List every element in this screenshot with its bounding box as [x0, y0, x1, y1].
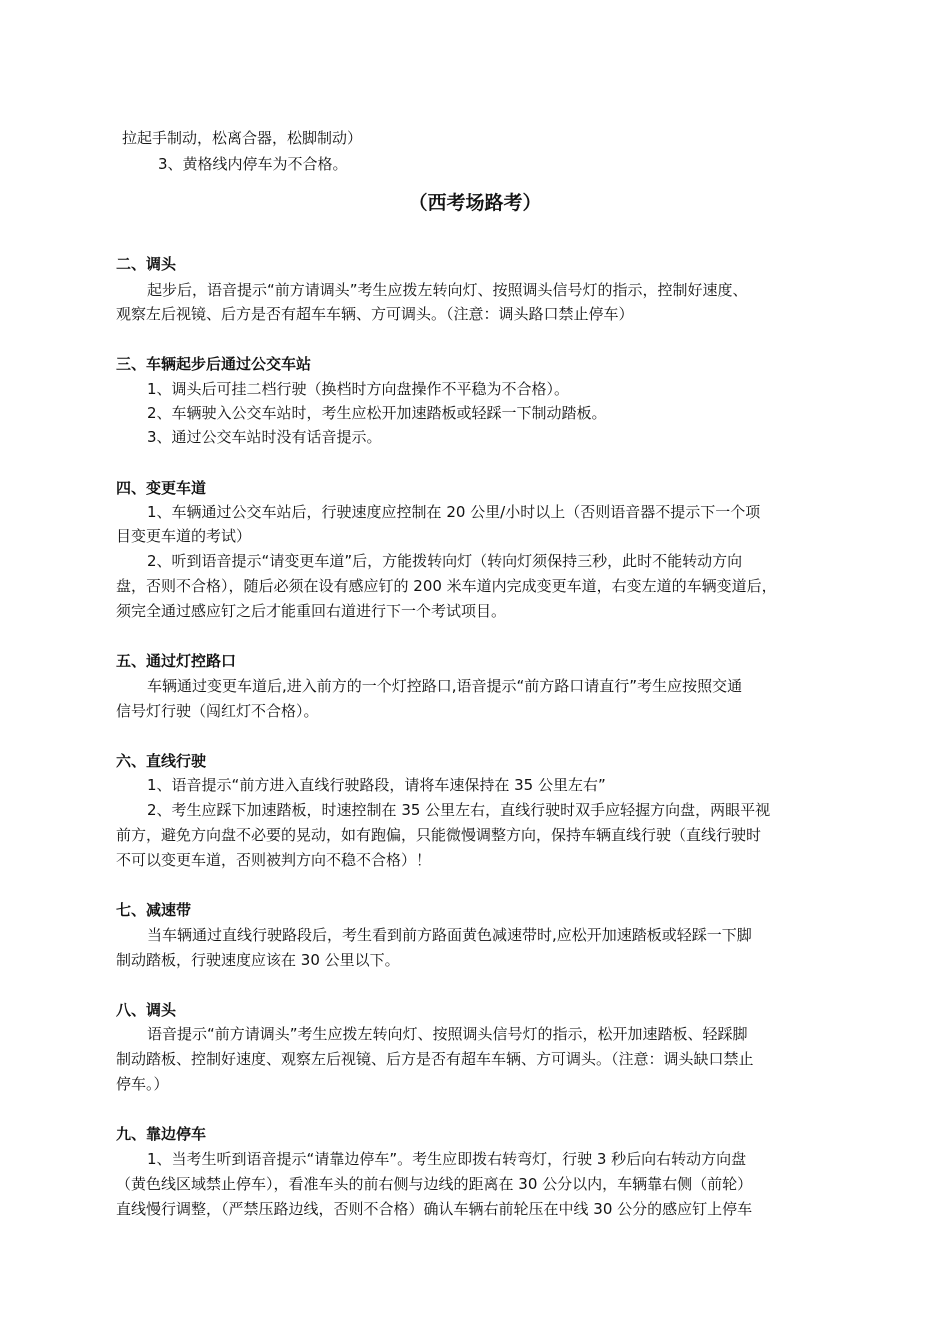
- heading-s7: 七、减速带: [116, 901, 192, 919]
- paragraph-line: 制动踏板，行驶速度应该在 30 公里以下。: [116, 951, 400, 969]
- list-item: 2、考生应踩下加速踏板，时速控制在 35 公里左右，直线行驶时双手应轻握方向盘，两眼平视: [147, 801, 771, 819]
- list-item-cont: 须完全通过感应钉之后才能重回右道进行下一个考试项目。: [116, 602, 507, 620]
- list-item: 3、通过公交车站时没有话音提示。: [147, 428, 382, 446]
- list-item: 1、车辆通过公交车站后，行驶速度应控制在 20 公里/小时以上（否则语音器不提示下一个项: [147, 503, 761, 521]
- list-item-cont: 直线慢行调整，（严禁压路边线，否则不合格）确认车辆右前轮压在中线 30 公分的感应钉上停车: [116, 1200, 753, 1218]
- heading-s9: 九、靠边停车: [116, 1125, 207, 1143]
- paragraph-line: 车辆通过变更车道后,进入前方的一个灯控路口,语音提示“前方路口请直行”考生应按照交通: [147, 677, 743, 695]
- section-title: （西考场路考）: [408, 192, 542, 214]
- heading-s3: 三、车辆起步后通过公交车站: [116, 355, 312, 373]
- heading-s8: 八、调头: [116, 1001, 177, 1019]
- paragraph-line: 停车。）: [116, 1075, 169, 1093]
- continuation-line: 拉起手制动，松离合器，松脚制动）: [122, 129, 363, 147]
- list-item: 2、听到语音提示“请变更车道”后，方能拨转向灯（转向灯须保持三秒，此时不能转动方向: [147, 552, 743, 570]
- heading-s5: 五、通过灯控路口: [116, 652, 237, 670]
- list-item: 2、车辆驶入公交车站时，考生应松开加速踏板或轻踩一下制动踏板。: [147, 404, 607, 422]
- list-item-cont: 目变更车道的考试）: [116, 527, 252, 545]
- list-item-cont: 盘，否则不合格），随后必须在设有感应钉的 200 米车道内完成变更车道，右变左道的车辆变道后，: [116, 577, 777, 595]
- paragraph-line: 观察左后视镜、后方是否有超车车辆、方可调头。（注意：调头路口禁止停车）: [116, 305, 634, 323]
- list-item-cont: 不可以变更车道，否则被判方向不稳不合格）！: [116, 851, 432, 869]
- paragraph-line: 语音提示“前方请调头”考生应拨左转向灯、按照调头信号灯的指示，松开加速踏板、轻踩脚: [147, 1025, 748, 1043]
- paragraph-line: 起步后，语音提示“前方请调头”考生应拨左转向灯、按照调头信号灯的指示，控制好速度、: [147, 281, 748, 299]
- paragraph-line: 信号灯行驶（闯红灯不合格）。: [116, 702, 319, 720]
- heading-s6: 六、直线行驶: [116, 752, 207, 770]
- heading-s2: 二、调头: [116, 255, 177, 273]
- list-item-cont: 前方，避免方向盘不必要的晃动，如有跑偏，只能微慢调整方向，保持车辆直线行驶（直线行驶时: [116, 826, 762, 844]
- list-item: 1、语音提示“前方进入直线行驶路段，请将车速保持在 35 公里左右”: [147, 776, 606, 794]
- paragraph-line: 当车辆通过直线行驶路段后，考生看到前方路面黄色减速带时,应松开加速踏板或轻踩一下脚: [147, 926, 752, 944]
- rule-item-3: 3、黄格线内停车为不合格。: [158, 155, 348, 173]
- heading-s4: 四、变更车道: [116, 479, 207, 497]
- list-item: 1、调头后可挂二档行驶（换档时方向盘操作不平稳为不合格）。: [147, 380, 570, 398]
- paragraph-line: 制动踏板、控制好速度、观察左后视镜、后方是否有超车车辆、方可调头。（注意：调头缺口禁止: [116, 1050, 754, 1068]
- list-item: 1、当考生听到语音提示“请靠边停车”。考生应即拨右转弯灯，行驶 3 秒后向右转动方向盘: [147, 1150, 747, 1168]
- list-item-cont: （黄色线区域禁止停车），看准车头的前右侧与边线的距离在 30 公分以内，车辆靠右侧（前轮）: [116, 1175, 753, 1193]
